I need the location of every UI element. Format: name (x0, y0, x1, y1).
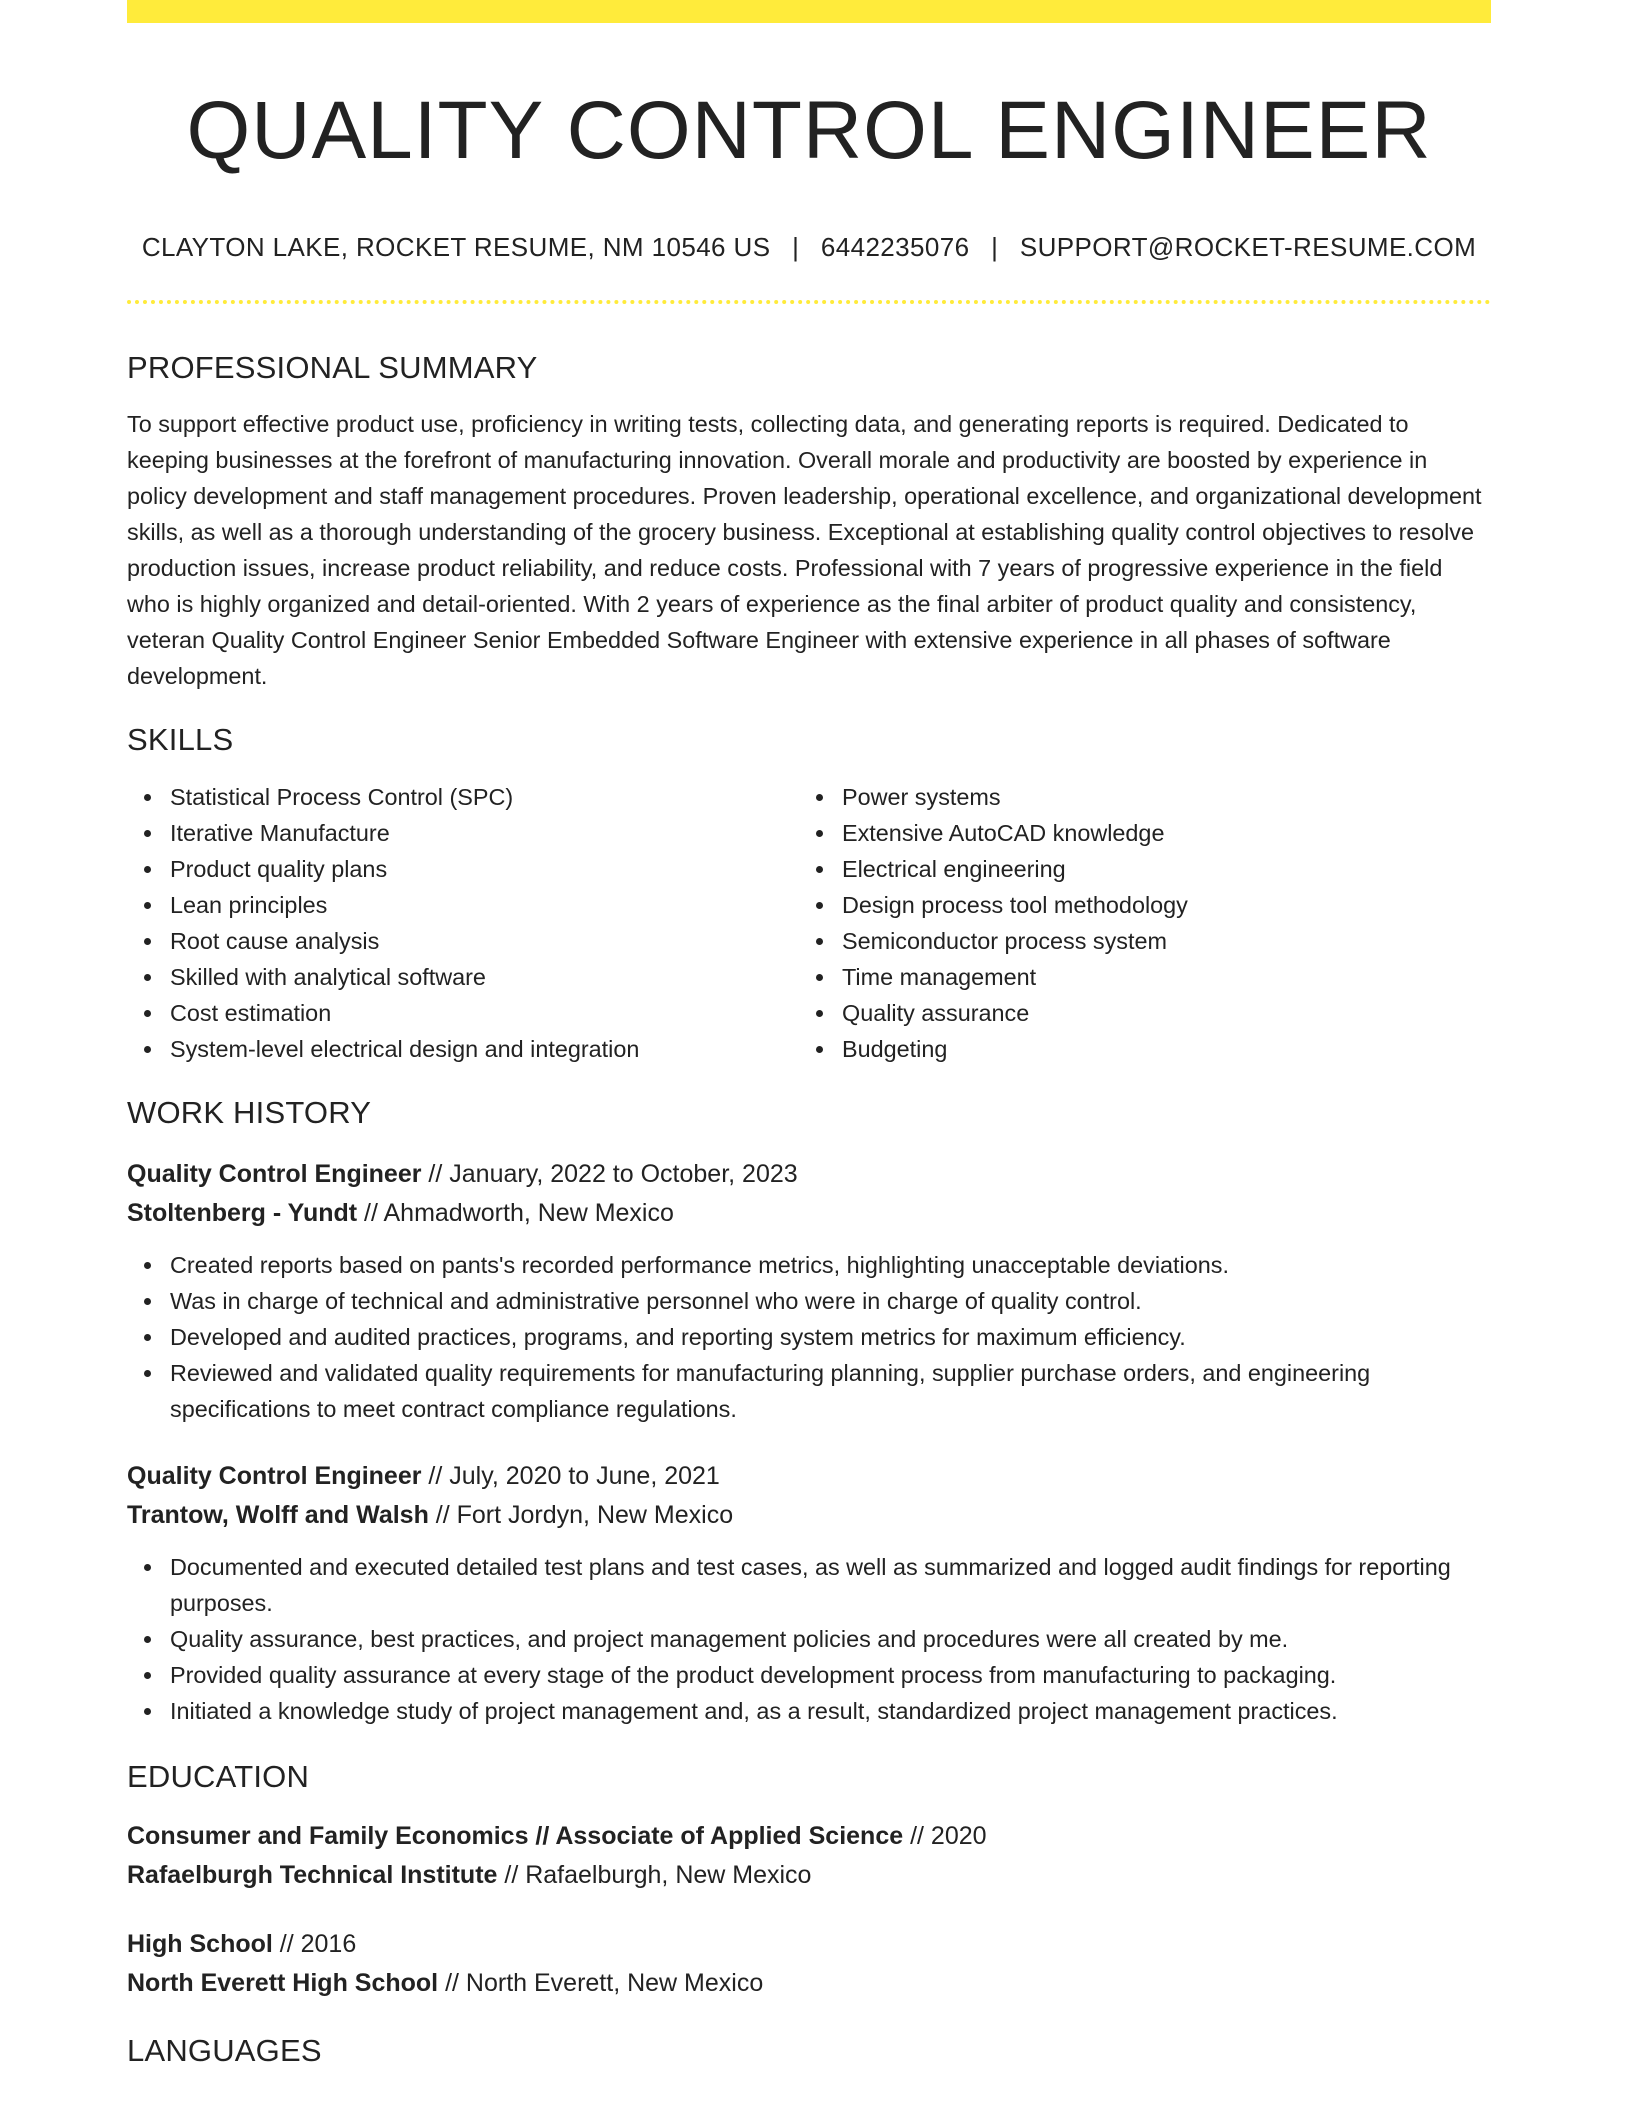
education-location: // North Everett, New Mexico (438, 1969, 764, 1997)
accent-bar (127, 0, 1491, 23)
contact-email: SUPPORT@ROCKET-RESUME.COM (1019, 232, 1477, 262)
resume-title: QUALITY CONTROL ENGINEER (186, 85, 1432, 176)
bullet-dot (816, 902, 823, 909)
list-item (799, 779, 1471, 815)
bullet-dot (144, 938, 151, 945)
list-item-text: Provided quality assurance at every stage of the product development process from manufacturing to packaging. (170, 1662, 1337, 1688)
list-item (799, 995, 1471, 1031)
list-item (127, 1693, 1491, 1729)
list-item (127, 1283, 1491, 1319)
languages-section (127, 2033, 1491, 2069)
list-item-text: Power systems (842, 784, 1001, 810)
list-item-text: Skilled with analytical software (170, 964, 486, 990)
job-header (127, 1155, 1491, 1233)
list-item-text: Developed and audited practices, programs, and reporting system metrics for maximum efficiency. (170, 1324, 1186, 1350)
list-item-text: Cost estimation (170, 1000, 332, 1026)
education-school: Rafaelburgh Technical Institute (127, 1861, 498, 1889)
list-item (127, 995, 799, 1031)
list-item-text: Quality assurance, best practices, and project management policies and procedures were all created by me. (170, 1626, 1289, 1652)
resume-page (127, 0, 1491, 2069)
list-item (799, 923, 1471, 959)
bullet-dot (144, 974, 151, 981)
education-school: North Everett High School (127, 1969, 439, 1997)
contact-phone: 6442235076 (820, 232, 970, 262)
job-company-line (127, 1496, 1491, 1535)
education-degree: Consumer and Family Economics // Associate of Applied Science (127, 1822, 904, 1850)
skills-list-right (799, 779, 1471, 1067)
bullet-dot (144, 1708, 151, 1715)
list-item (127, 1355, 1491, 1427)
bullet-dot (144, 830, 151, 837)
list-item-text: Time management (842, 964, 1037, 990)
bullet-dot (144, 1334, 151, 1341)
job-title-line (127, 1155, 1491, 1194)
job-bullets (127, 1549, 1491, 1729)
contact-line (127, 232, 1491, 262)
bullet-dot (816, 866, 823, 873)
list-item-text: System-level electrical design and integration (170, 1036, 640, 1062)
list-item-text: Initiated a knowledge study of project management and, as a result, standardized project management practices. (170, 1698, 1338, 1724)
list-item-text: Quality assurance (842, 1000, 1030, 1026)
list-item-text: Electrical engineering (842, 856, 1066, 882)
list-item (799, 1031, 1471, 1067)
dotted-divider (127, 300, 1491, 304)
job-company: Trantow, Wolff and Walsh (127, 1501, 429, 1529)
job-location: // Fort Jordyn, New Mexico (428, 1501, 734, 1529)
list-item (799, 887, 1471, 923)
list-item (127, 1549, 1491, 1621)
list-item (127, 1319, 1491, 1355)
bullet-dot (144, 1370, 151, 1377)
bullet-dot (816, 794, 823, 801)
education-section (127, 1759, 1491, 2003)
list-item-text: Lean principles (170, 892, 328, 918)
list-item-text: Reviewed and validated quality requirements for manufacturing planning, supplier purchase orders, and engineering specifications to meet contract compliance regulations. (170, 1360, 1371, 1422)
job-bullets (127, 1247, 1491, 1427)
list-item-text: Statistical Process Control (SPC) (170, 784, 514, 810)
job-header (127, 1457, 1491, 1535)
list-item-text: Budgeting (842, 1036, 948, 1062)
list-item (127, 815, 799, 851)
bullet-dot (816, 974, 823, 981)
education-school-line (127, 1964, 1491, 2003)
bullet-dot (144, 1636, 151, 1643)
list-item (127, 1621, 1491, 1657)
list-item-text: Created reports based on pants's recorded performance metrics, highlighting unacceptable deviations. (170, 1252, 1229, 1278)
education-school-line (127, 1856, 1491, 1895)
skills-heading: SKILLS (127, 722, 234, 757)
contact-separator: | (792, 232, 800, 262)
education-list (127, 1817, 1491, 2003)
education-year: // 2020 (903, 1822, 987, 1850)
list-item (127, 1031, 799, 1067)
bullet-dot (144, 1046, 151, 1053)
bullet-dot (144, 1262, 151, 1269)
work-history-heading: WORK HISTORY (127, 1095, 372, 1130)
job-dates: // January, 2022 to October, 2023 (421, 1160, 798, 1188)
education-year: // 2016 (272, 1930, 357, 1958)
skills-list-left (127, 779, 799, 1067)
education-location: // Rafaelburgh, New Mexico (497, 1861, 812, 1889)
list-item-text: Semiconductor process system (842, 928, 1167, 954)
education-entry (127, 1817, 1491, 1895)
summary-heading: PROFESSIONAL SUMMARY (127, 350, 538, 385)
list-item (799, 959, 1471, 995)
education-heading: EDUCATION (127, 1759, 310, 1794)
contact-address: CLAYTON LAKE, ROCKET RESUME, NM 10546 US (141, 232, 771, 262)
education-entry (127, 1925, 1491, 2003)
list-item (127, 779, 799, 815)
contact-separator: | (991, 232, 999, 262)
bullet-dot (144, 902, 151, 909)
list-item-text: Iterative Manufacture (170, 820, 390, 846)
bullet-dot (144, 794, 151, 801)
languages-heading: LANGUAGES (127, 2033, 322, 2068)
bullet-dot (816, 1046, 823, 1053)
bullet-dot (816, 938, 823, 945)
job-title-line (127, 1457, 1491, 1496)
bullet-dot (816, 830, 823, 837)
bullet-dot (144, 1672, 151, 1679)
job-company: Stoltenberg - Yundt (127, 1199, 358, 1227)
education-degree-line (127, 1925, 1491, 1964)
list-item (127, 923, 799, 959)
list-item-text: Product quality plans (170, 856, 388, 882)
work-history-section (127, 1095, 1491, 1729)
list-item (127, 1657, 1491, 1693)
summary-section (127, 350, 1491, 694)
job-company-line (127, 1194, 1491, 1233)
list-item-text: Design process tool methodology (842, 892, 1188, 918)
jobs-list (127, 1155, 1491, 1729)
education-degree: High School (127, 1930, 273, 1958)
list-item-text: Extensive AutoCAD knowledge (842, 820, 1165, 846)
job-entry (127, 1155, 1491, 1427)
list-item-text: Documented and executed detailed test plans and test cases, as well as summarized and logged audit findings for reporting purposes. (170, 1554, 1451, 1616)
list-item (127, 887, 799, 923)
bullet-dot (144, 1564, 151, 1571)
bullet-dot (144, 1298, 151, 1305)
skills-columns (127, 779, 1491, 1067)
education-degree-line (127, 1817, 1491, 1856)
job-entry (127, 1457, 1491, 1729)
bullet-dot (816, 1010, 823, 1017)
job-title: Quality Control Engineer (127, 1462, 422, 1490)
list-item (799, 815, 1471, 851)
bullet-dot (144, 1010, 151, 1017)
job-title: Quality Control Engineer (127, 1160, 422, 1188)
list-item-text: Was in charge of technical and administrative personnel who were in charge of quality control. (170, 1288, 1142, 1314)
bullet-dot (144, 866, 151, 873)
list-item-text: Root cause analysis (170, 928, 380, 954)
list-item (799, 851, 1471, 887)
skills-section (127, 722, 1491, 1067)
summary-text: To support effective product use, proficiency in writing tests, collecting data, and generating reports is required. Dedicated to keeping businesses at the forefront of manufacturing innovation. Overall morale and productivity are boosted by experience in policy development and staff management procedures. Proven leadership, operational excellence, and organizational development skills, as well as a thorough understanding of the grocery business. Exceptional at establishing quality control objectives to resolve production issues, increase product reliability, and reduce costs. Professional with 7 years of progressive experience in the field who is highly organized and detail-oriented. With 2 years of experience as the final arbiter of product quality and consistency, veteran Quality Control Engineer Senior Embedded Software Engineer with extensive experience in all phases of software development. (127, 411, 1482, 689)
list-item (127, 851, 799, 887)
list-item (127, 959, 799, 995)
job-dates: // July, 2020 to June, 2021 (421, 1462, 720, 1490)
job-location: // Ahmadworth, New Mexico (357, 1199, 674, 1227)
list-item (127, 1247, 1491, 1283)
